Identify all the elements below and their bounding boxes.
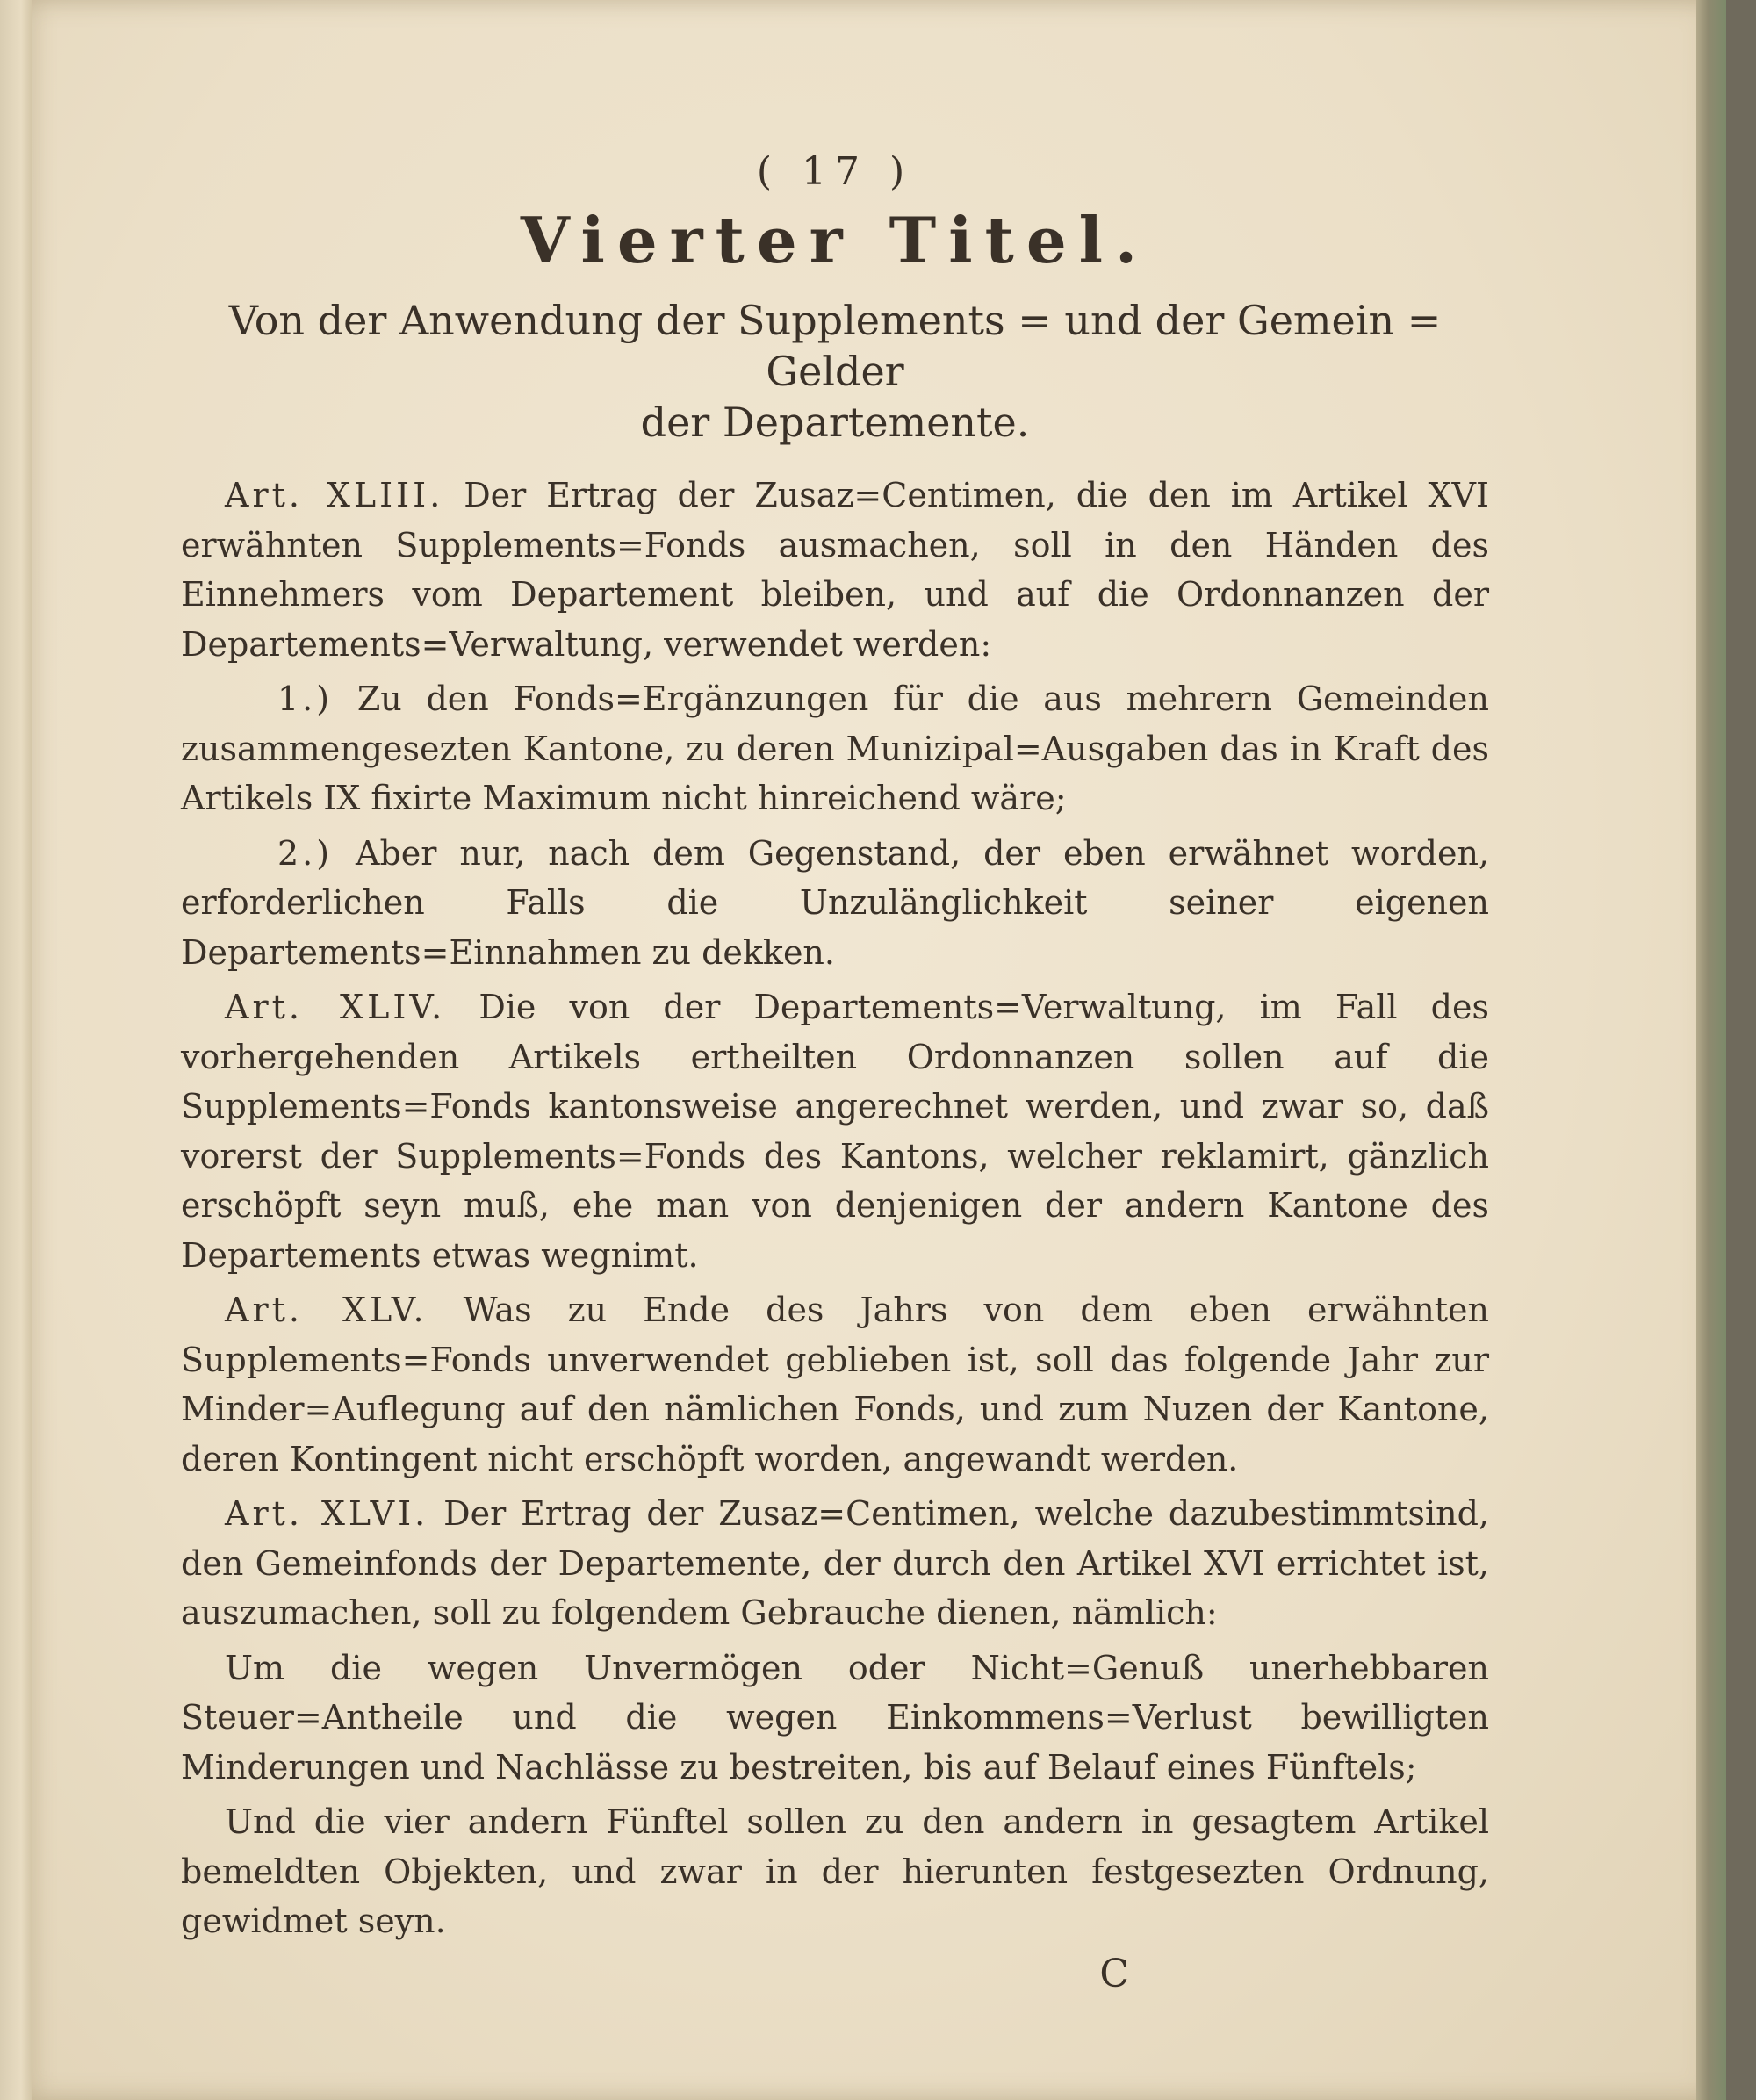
- signature-mark: C: [1099, 1951, 1129, 1996]
- article-43: [181, 471, 1489, 669]
- item-body: Zu den Fonds=Ergänzungen für die aus mehrern Gemeinden zusammengesezten Kantone, zu deren Munizipal=Ausgaben das in Kraft des Artikels IX fixirte Maximum nicht hinreichend wäre;: [181, 680, 1489, 817]
- article-body: Was zu Ende des Jahrs von dem eben erwähnten Supplements=Fonds unverwendet geblieben ist, soll das folgende Jahr zur Minder=Auflegung auf den nämlichen Fonds, und zum Nuzen der Kantone, deren Kontingent nicht erschöpft worden, angewandt werden.: [181, 1291, 1489, 1478]
- article-body: Die von der Departements=Verwaltung, im Fall des vorhergehenden Artikels ertheilten Ordonnanzen sollen auf die Supplements=Fonds kantonsweise angerechnet werden, und zwar so, daß vorerst der Supplements=Fonds des Kantons, welcher reklamirt, gänzlich erschöpft seyn muß, ehe man von denjenigen der andern Kantone des Departements etwas wegnimt.: [181, 988, 1489, 1275]
- subtitle-line-1: Von der Anwendung der Supplements = und der Gemein = Gelder: [228, 297, 1442, 395]
- article-43-item-1: [181, 674, 1489, 823]
- item-body: Aber nur, nach dem Gegenstand, der eben erwähnet worden, erforderlichen Falls die Unzulänglichkeit seiner eigenen Departements=Einnahmen zu dekken.: [181, 833, 1489, 972]
- article-lead: Art. XLVI.: [225, 1494, 429, 1533]
- article-45: [181, 1285, 1489, 1484]
- page-title: Vierter Titel.: [520, 203, 1150, 277]
- article-46-clause-1: [181, 1643, 1489, 1793]
- article-lead: Art. XLIII.: [225, 476, 444, 514]
- article-lead: Art. XLIV.: [225, 988, 446, 1026]
- item-lead: 2.): [277, 833, 334, 873]
- page-subtitle: [181, 295, 1489, 448]
- book-spine: [0, 0, 35, 2100]
- article-44: [181, 982, 1489, 1280]
- page-edge: [1696, 0, 1726, 2100]
- book-page: [32, 0, 1726, 2100]
- page-text: [181, 149, 1489, 1996]
- article-43-item-2: [181, 829, 1489, 978]
- page-number: ( 17 ): [756, 149, 914, 194]
- article-46: [181, 1489, 1489, 1638]
- clause-body: Und die vier andern Fünftel sollen zu den andern in gesagtem Artikel bemeldten Objekten, und zwar in der hierunten festgesezten Ordnung, gewidmet seyn.: [181, 1802, 1489, 1940]
- item-lead: 1.): [277, 680, 334, 718]
- subtitle-line-2: der Departemente.: [640, 399, 1030, 446]
- clause-body: Um die wegen Unvermögen oder Nicht=Genuß unerhebbaren Steuer=Antheile und die wegen Einkommens=Verlust bewilligten Minderungen und Nachlässe zu bestreiten, bis auf Belauf eines Fünftels;: [181, 1648, 1489, 1787]
- article-lead: Art. XLV.: [225, 1291, 428, 1329]
- article-body: Der Ertrag der Zusaz=Centimen, die den im Artikel XVI erwähnten Supplements=Fonds ausmachen, soll in den Händen des Einnehmers vom Departement bleiben, und auf die Ordonnanzen der Departements=Verwaltung, verwendet werden:: [181, 476, 1489, 664]
- article-46-clause-2: [181, 1797, 1489, 1946]
- article-body: Der Ertrag der Zusaz=Centimen, welche dazubestimmtsind, den Gemeinfonds der Departemente, der durch den Artikel XVI errichtet ist, auszumachen, soll zu folgendem Gebrauche dienen, nämlich:: [181, 1494, 1489, 1632]
